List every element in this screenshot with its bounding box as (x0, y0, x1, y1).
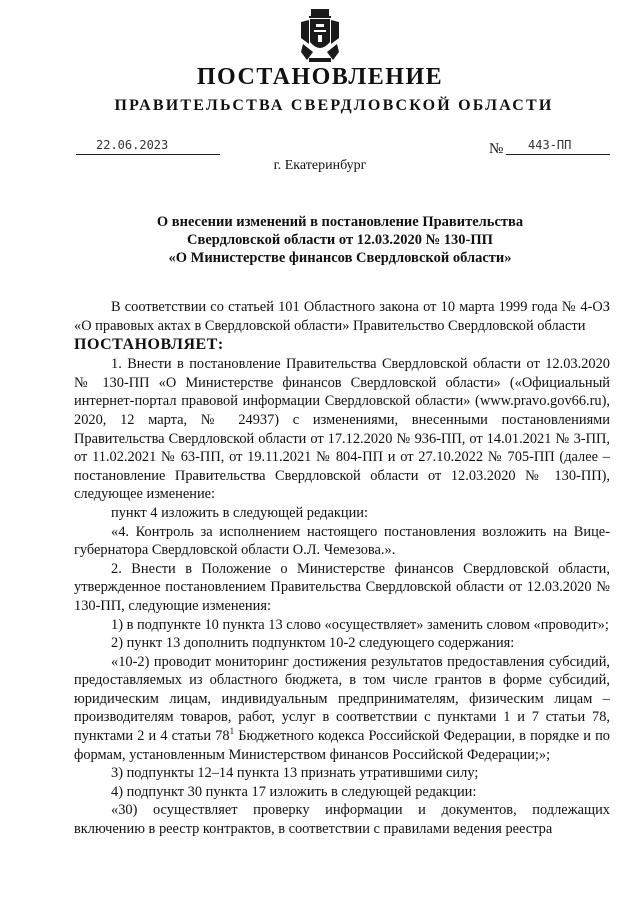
paragraph-2-3: 3) подпункты 12–14 пункта 13 признать утратившими силу; (111, 765, 479, 782)
subject-line: «О Министерстве финансов Свердловской области» (168, 250, 512, 266)
paragraph-2-2-quote (74, 653, 610, 765)
superscript: 1 (229, 726, 235, 737)
paragraph-1b: «4. Контроль за исполнением настоящего постановления возложить на Вице-губернатора Свердловской области О.Л. Чемезова.». (74, 523, 610, 559)
paragraph-2-1: 1) в подпункте 10 пункта 13 слово «осуществляет» заменить словом «проводит»; (111, 616, 609, 633)
quote-text: Бюджетного кодекса Российской Федерации, в порядке и по формам, установленным Министерством финансов Российской Федерации;»; (74, 728, 610, 763)
subject-line: О внесении изменений в постановление Правительства (156, 214, 524, 230)
document-title: ПОСТАНОВЛЕНИЕ (196, 64, 444, 90)
issuer-title: ПРАВИТЕЛЬСТВА СВЕРДЛОВСКОЙ ОБЛАСТИ (114, 97, 554, 114)
quote-text: «10-2) проводит мониторинг достижения результатов предоставления субсидий, предоставляемых из областного бюджета, в том числе грантов в форме субсидий, юридическим лицам, индивидуальным предпринимателям, физическим лицам – производителям товаров, работ, услуг в соответствии с пунктами 1 и 7 статьи 78, пунктами 2 и 4 статьи 78 (74, 653, 610, 745)
number-label: № (489, 141, 504, 157)
decree-heading: ПОСТАНОВЛЯЕТ: (74, 336, 224, 354)
document-body (74, 298, 610, 839)
paragraph-2-4: 4) подпункт 30 пункта 17 изложить в следующей редакции: (111, 783, 477, 800)
coat-of-arms-emblem (297, 8, 343, 64)
document-date: 22.06.2023 (76, 138, 220, 155)
paragraph-2: 2. Внести в Положение о Министерстве финансов Свердловской области, утвержденное постановлением Правительства Свердловской области от 12.03.2020 № 130-ПП, следующие изменения: (74, 560, 610, 614)
document-number: 443-ПП (506, 138, 610, 155)
city: г. Екатеринбург (273, 158, 367, 173)
paragraph-1a: пункт 4 изложить в следующей редакции: (111, 504, 368, 521)
paragraph-2-2: 2) пункт 13 дополнить подпунктом 10-2 следующего содержания: (111, 635, 515, 652)
paragraph-1: 1. Внести в постановление Правительства Свердловской области от 12.03.2020 № 130-ПП «О Министерстве финансов Свердловской области» («Официальный интернет-портал правовой информации Свердловской области» (www.pravo.gov66.ru), 2020, 12 марта, № 24937) с изменениями, внесенными постановлениями Правительства Свердловской области от 17.12.2020 № 936-ПП, от 14.01.2021 № 3-ПП, от 11.02.2021 № 63-ПП, от 19.11.2021 № 804-ПП и от 27.10.2022 № 705-ПП (далее – постановление Правительства Свердловской области от 12.03.2020 № 130-ПП), следующее изменение: (74, 356, 610, 503)
paragraph-2-4-quote: «30) осуществляет проверку информации и документов, подлежащих включению в реестр контрактов, в соответствии с правилами ведения реестра (74, 802, 610, 838)
intro-paragraph: В соответствии со статьей 101 Областного закона от 10 марта 1999 года № 4-ОЗ «О правовых актах в Свердловской области» Правительство Свердловской области (74, 299, 610, 334)
subject-line: Свердловской области от 12.03.2020 № 130-ПП (187, 232, 493, 248)
document-subject (0, 213, 640, 267)
